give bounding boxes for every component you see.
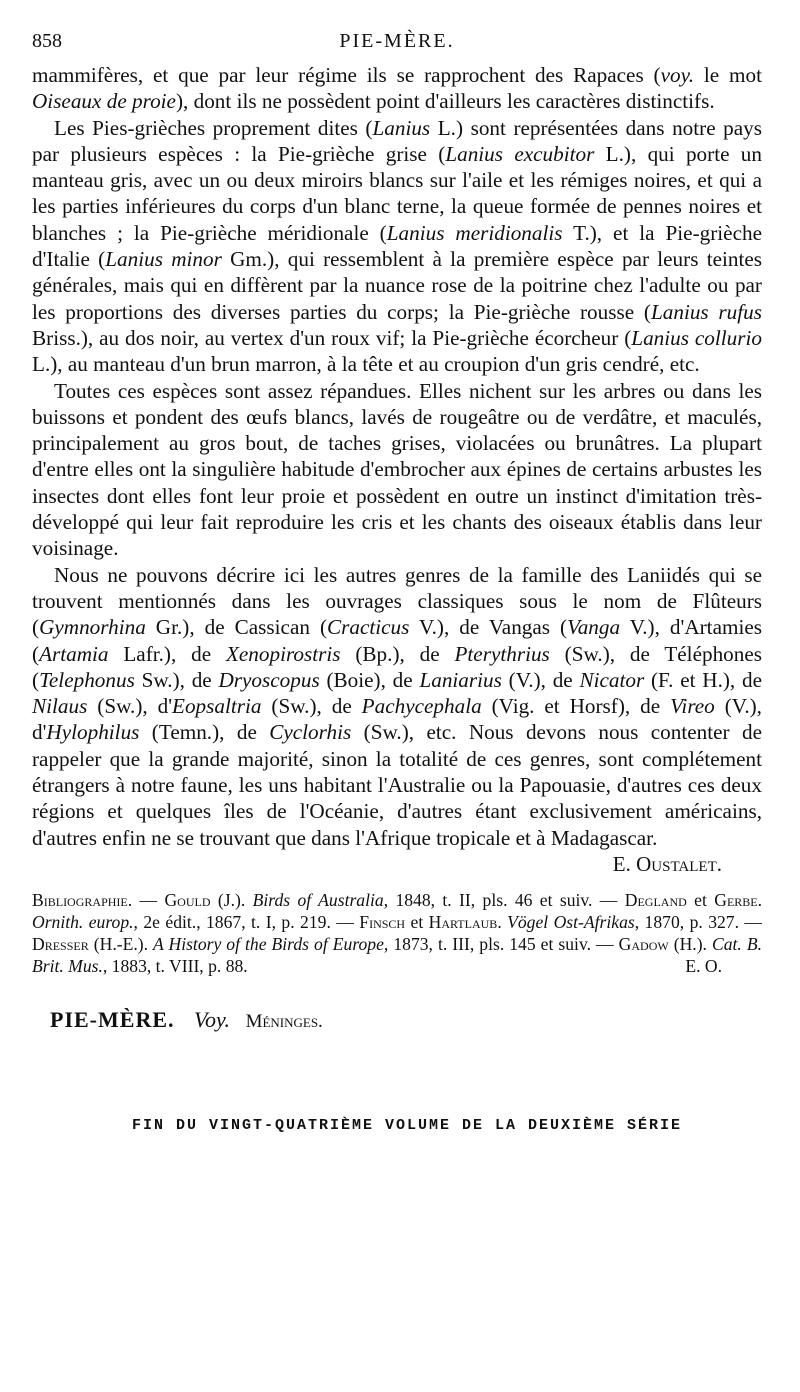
text-run: Briss.), au dos noir, au vertex d'un roux vif; la Pie-grièche écorcheur ( xyxy=(32,325,632,350)
text-run: (H.-E.). xyxy=(88,933,154,954)
italic-run: voy. xyxy=(660,63,695,87)
bibliography xyxy=(32,889,762,977)
species-name: Lanius xyxy=(372,115,431,140)
author-name: Gerbe xyxy=(714,889,758,910)
text-run: — xyxy=(132,889,165,910)
paragraph-2 xyxy=(32,115,762,378)
species-name: Lanius meridionalis xyxy=(386,220,563,245)
species-name: Lanius excubitor xyxy=(445,141,595,166)
genus-name: Laniarius xyxy=(419,667,502,692)
text-run: (Bp.), de xyxy=(340,641,455,666)
text-run: (Sw.), de xyxy=(261,694,362,719)
running-head xyxy=(32,28,762,62)
paragraph-3: Toutes ces espèces sont assez répandues. Elles nichent sur les arbres ou dans les buissons et pondent des œufs blancs, lavés de rougeâtre ou de verdâtre, et maculés, principalement au gros bout, de taches grises, violacées ou brunâtres. La plupart d'entre elles ont la singulière habitude d'embrocher aux épines de certains arbustes les insectes dont elles font leur proie et possèdent en outre un instinct d'imitation très-développé qui leur fait reproduire les cris et les chants des oiseaux établis dans leur voisinage. xyxy=(32,378,762,561)
text-run: ), dont ils ne possèdent point d'ailleurs les caractères distinctifs. xyxy=(175,89,715,114)
text-run: (Sw.), etc. Nous devons nous contenter de rappeler que la grande majorité, sinon la totalité de ces genres, sont complétement étrangers à notre faune, les uns habitant l'Australie ou la Papouasie, d'autres ces deux régions et quelques îles de l'Océanie, d'autres étant exclusivement américains, d'autres enfin ne se trouvant que dans l'Afrique tropicale et à Madagascar. xyxy=(32,720,762,850)
text-run: mammifères, et que par leur régime ils se rapprochent des Rapaces ( xyxy=(32,63,661,87)
text-run: L.) sont représentées dans notre pays par plusieurs espèces : la Pie-grièche grise ( xyxy=(32,115,762,166)
text-run: V.), d'Artamies ( xyxy=(32,615,762,666)
genus-name: Cyclorhis xyxy=(269,720,352,745)
text-run: L.), au manteau d'un brun marron, à la tête et au croupion d'un gris cendré, etc. xyxy=(32,352,700,377)
genus-name: Xenopirostris xyxy=(225,641,341,666)
author-name: Dresser xyxy=(32,933,89,954)
genus-name: Eopsaltria xyxy=(172,694,262,719)
book-title: Ornith. europ. xyxy=(32,911,134,932)
author-name: Finsch xyxy=(359,911,406,932)
text-run: , 1883, t. VIII, p. 88. xyxy=(102,955,248,976)
text-run: , 2e édit., 1867, t. I, p. 219. — xyxy=(133,911,360,932)
text-run: (H.). xyxy=(668,933,712,954)
signature-line xyxy=(32,851,762,877)
colophon: FIN DU VINGT-QUATRIÈME VOLUME DE LA DEUXIÈME SÉRIE xyxy=(131,1116,683,1134)
genus-name: Hylophilus xyxy=(46,720,140,745)
italic-run: Oiseaux de proie xyxy=(32,89,176,114)
dictionary-entry xyxy=(32,1007,762,1033)
book-title: Cat. B. Brit. Mus. xyxy=(32,933,762,976)
genus-name: Cracticus xyxy=(327,615,410,640)
running-title: PIE-MÈRE. xyxy=(339,30,455,52)
paragraph-1 xyxy=(32,62,762,115)
bibliography-signature: E. O. xyxy=(685,955,722,976)
entry-headword: PIE-MÈRE. xyxy=(50,1006,175,1032)
species-name: Lanius minor xyxy=(105,247,222,272)
species-name: Lanius rufus xyxy=(650,299,762,324)
genus-name: Dryoscopus xyxy=(218,667,320,692)
book-title: Vögel Ost-Afrikas xyxy=(507,911,635,932)
genus-name: Artamia xyxy=(39,641,109,666)
genus-name: Pterythrius xyxy=(454,641,550,666)
text-run: (Temn.), de xyxy=(139,720,270,745)
text-run: . xyxy=(497,911,508,932)
text-run: , 1848, t. II, pls. 46 et suiv. — xyxy=(383,889,625,910)
text-run: Gm.), qui ressemblent à la première espèce par leurs teintes générales, mais qui en diffèrent par la nuance rose de la poitrine chez l'adulte ou par les proportions des diverses parties du corps; la Pie-grièche rousse ( xyxy=(32,247,762,324)
text-run: L.), qui porte un manteau gris, avec un ou deux miroirs blancs sur l'aile et les rémiges noires, et qui a les parties inférieures du corps d'un blanc terne, la queue formée de pennes noires et blanches ; la Pie-grièche méridionale ( xyxy=(32,141,762,245)
text-run: (Vig. et Horsf), de xyxy=(481,694,671,719)
paragraph-4 xyxy=(32,562,762,851)
entry-see-also: Voy. xyxy=(194,1006,231,1032)
text-run: Sw.), de xyxy=(134,667,219,692)
genus-name: Telephonus xyxy=(39,667,135,692)
author-signature: E. Oustalet. xyxy=(612,851,722,876)
text-run: (J.). xyxy=(210,889,253,910)
text-run: T.), et la Pie-grièche d'Italie ( xyxy=(32,220,762,272)
text-run: (V.), de xyxy=(501,667,580,692)
book-title: Birds of Australia xyxy=(252,889,384,910)
text-run: Gr.), de Cassican ( xyxy=(145,615,327,640)
author-name: Hartlaub xyxy=(428,911,498,932)
text-run: (V.), d' xyxy=(32,694,762,745)
text-run: (Boie), de xyxy=(319,667,420,692)
text-run: , 1873, t. III, pls. 145 et suiv. — xyxy=(383,933,619,954)
genus-name: Gymnorhina xyxy=(39,615,146,640)
book-title: A History of the Birds of Europe xyxy=(153,933,384,954)
genus-name: Vanga xyxy=(567,615,621,640)
genus-name: Pachycephala xyxy=(361,694,482,719)
text-run: le mot xyxy=(694,63,762,87)
text-run: V.), de Vangas ( xyxy=(409,615,568,640)
page-number: 858 xyxy=(32,30,62,52)
genus-name: Nicator xyxy=(579,667,645,692)
text-run: Nous ne pouvons décrire ici les autres genres de la famille des Laniidés qui se trouvent mentionnés dans les ouvrages classiques sous le nom de Flûteurs ( xyxy=(32,562,762,640)
article-body xyxy=(32,62,762,877)
author-name: Gould xyxy=(164,889,211,910)
species-name: Lanius collurio xyxy=(631,325,762,350)
text-run: (Sw.), d' xyxy=(87,694,173,719)
text-run: (F. et H.), de xyxy=(644,667,762,692)
text-run: et xyxy=(686,889,715,910)
author-name: Degland xyxy=(624,889,687,910)
text-run: Lafr.), de xyxy=(108,641,226,666)
text-run: Les Pies-grièches proprement dites ( xyxy=(54,115,373,140)
text-run: et xyxy=(405,911,429,932)
text-run: . xyxy=(757,889,763,910)
genus-name: Vireo xyxy=(670,694,715,719)
genus-name: Nilaus xyxy=(32,694,88,719)
bibliography-label: Bibliographie. xyxy=(32,889,133,910)
entry-cross-reference: Méninges. xyxy=(245,1010,323,1032)
author-name: Gadow xyxy=(618,933,669,954)
text-run: (Sw.), de Téléphones ( xyxy=(32,641,762,692)
text-run: , 1870, p. 327. — xyxy=(634,911,763,932)
